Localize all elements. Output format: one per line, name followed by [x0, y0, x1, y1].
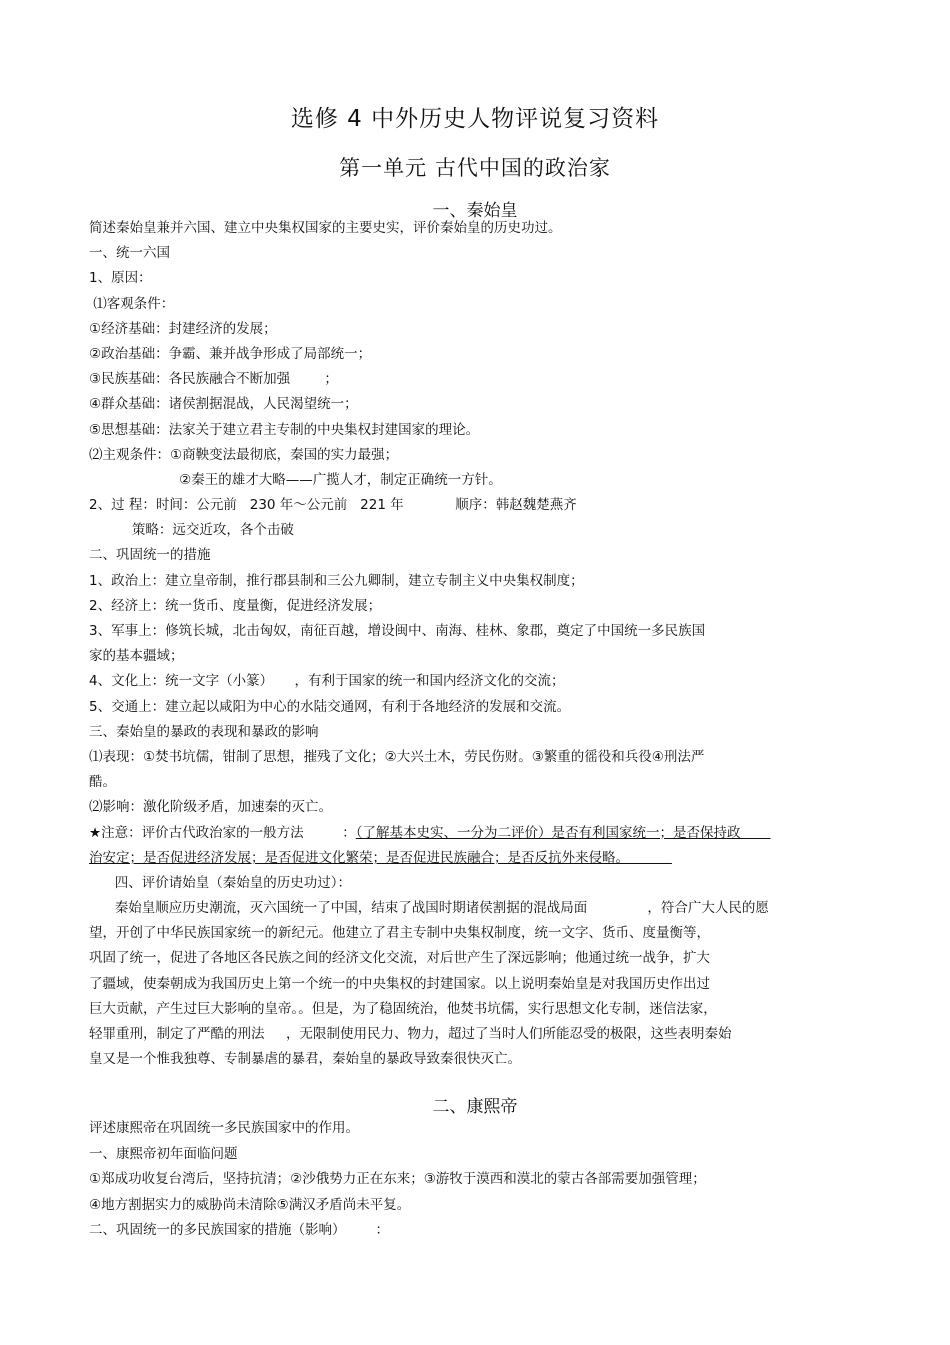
text-line: ⑤思想基础：法家关于建立君主专制的中央集权封建国家的理论。 — [89, 421, 480, 438]
evaluation-line: 巨大贡献，产生过巨大影响的皇帝。。但是，为了稳固统治，他焚书坑儒，实行思想文化专制，迷信法家， — [89, 1000, 717, 1017]
text-line: 家的基本疆域； — [89, 648, 184, 665]
evaluation-line: 秦始皇顺应历史潮流，灭六国统一了中国，结束了战国时期诸侯割据的混战局面 ，符合广大人民的愿 — [89, 900, 769, 917]
document-title: 选修 4 中外历史人物评说复习资料 — [290, 106, 660, 132]
text-line: 1、原因： — [89, 270, 152, 287]
text-line: ⑴客观条件： — [89, 295, 175, 312]
text-line: 二、巩固统一的措施 — [89, 547, 211, 564]
text-line: ⑴表现：①焚书坑儒，钳制了思想，摧残了文化；②大兴土木，劳民伤财。③繁重的徭役和兵役④刑法严 — [89, 748, 705, 765]
text-line: ①经济基础：封建经济的发展； — [89, 320, 277, 337]
evaluation-line: 皇又是一个惟我独尊、专制暴虐的暴君，秦始皇的暴政导致秦很快灭亡。 — [89, 1051, 521, 1068]
note-line — [89, 846, 869, 871]
evaluation-line: 轻罪重刑，制定了严酷的刑法 ，无限制使用民力、物力，超过了当时人们所能忍受的极限，这些表明秦始 — [89, 1026, 732, 1042]
text-line: 一、康熙帝初年面临问题 — [89, 1145, 238, 1162]
text-line: ⑵主观条件：①商鞅变法最彻底，秦国的实力最强； — [89, 446, 399, 463]
text-line: ④群众基础：诸侯割据混战，人民渴望统一； — [89, 396, 358, 413]
section-heading-qin-shi-huang: 一、秦始皇 — [432, 201, 518, 221]
text-line: 评述康熙帝在巩固统一多民族国家中的作用。 — [89, 1120, 359, 1136]
unit-title: 第一单元 古代中国的政治家 — [339, 156, 611, 180]
text-line: 1、政治上：建立皇帝制，推行郡县制和三公九卿制，建立专制主义中央集权制度； — [89, 572, 584, 589]
evaluation-line: 巩固了统一，促进了各地区各民族之间的经济文化交流，对后世产生了深远影响；他通过统一战争，扩大 — [89, 950, 710, 967]
text-line: ②秦王的雄才大略——广揽人才，制定正确统一方针。 — [89, 471, 502, 488]
section-body-kangxi — [89, 1116, 869, 1244]
evaluation-line: 望，开创了中华民族国家统一的新纪元。他建立了君主专制中央集权制度，统一文字、货币、度量衡等， — [89, 925, 710, 942]
text-line: 酷。 — [89, 774, 116, 791]
text-line: 2、经济上：统一货币、度量衡，促进经济发展； — [89, 597, 382, 614]
note-underlined-text: （了解基本史实、一分为二评价）是否有利国家统一；是否保持政 — [355, 824, 771, 841]
text-line: 4、文化上：统一文字（小篆） ，有利于国家的统一和国内经济文化的交流； — [89, 673, 565, 690]
section-body-qin-shi-huang — [89, 216, 869, 1072]
note-underlined-text: 治安定；是否促进经济发展；是否促进文化繁荣；是否促进民族融合；是否反抗外来侵略。 — [89, 849, 672, 866]
text-line: 三、秦始皇的暴政的表现和暴政的影响 — [89, 723, 319, 740]
text-line: 2、过 程：时间：公元前 230 年～公元前 221 年 顺序：韩赵魏楚燕齐 — [89, 497, 577, 514]
text-line: 简述秦始皇兼并六国、建立中央集权国家的主要史实，评价秦始皇的历史功过。 — [89, 220, 562, 236]
text-line: ①郑成功收复台湾后，坚持抗清；②沙俄势力正在东来；③游牧于漠西和漠北的蒙古各部需要加强管理； — [89, 1171, 706, 1187]
evaluation-line: 了疆域，使秦朝成为我国历史上第一个统一的中央集权的封建国家。以上说明秦始皇是对我国历史作出过 — [89, 975, 710, 992]
text-line: 5、交通上：建立起以咸阳为中心的水陆交通网，有利于各地经济的发展和交流。 — [89, 698, 571, 715]
text-line: ③民族基础：各民族融合不断加强 ； — [89, 371, 338, 388]
text-line: 一、统一六国 — [89, 245, 170, 262]
text-line: 3、军事上：修筑长城，北击匈奴，南征百越，增设闽中、南海、桂林、象郡，奠定了中国统一多民族国 — [89, 623, 706, 639]
text-line: ②政治基础：争霸、兼并战争形成了局部统一； — [89, 345, 372, 362]
text-line: 二、巩固统一的多民族国家的措施（影响） ： — [89, 1222, 390, 1238]
section-heading-kangxi: 二、康熙帝 — [432, 1097, 518, 1117]
text-line: ⑵影响：激化阶级矛盾，加速秦的灭亡。 — [89, 799, 332, 816]
text-line: ④地方割据实力的威胁尚未清除⑤满汉矛盾尚未平复。 — [89, 1196, 411, 1213]
text-line: 策略：远交近攻，各个击破 — [89, 522, 294, 539]
evaluation-line: 四、评价请始皇（秦始皇的历史功过）： — [89, 874, 351, 891]
note-line — [89, 821, 869, 846]
note-prefix: ★注意：评价古代政治家的一般方法 ： — [89, 824, 356, 841]
